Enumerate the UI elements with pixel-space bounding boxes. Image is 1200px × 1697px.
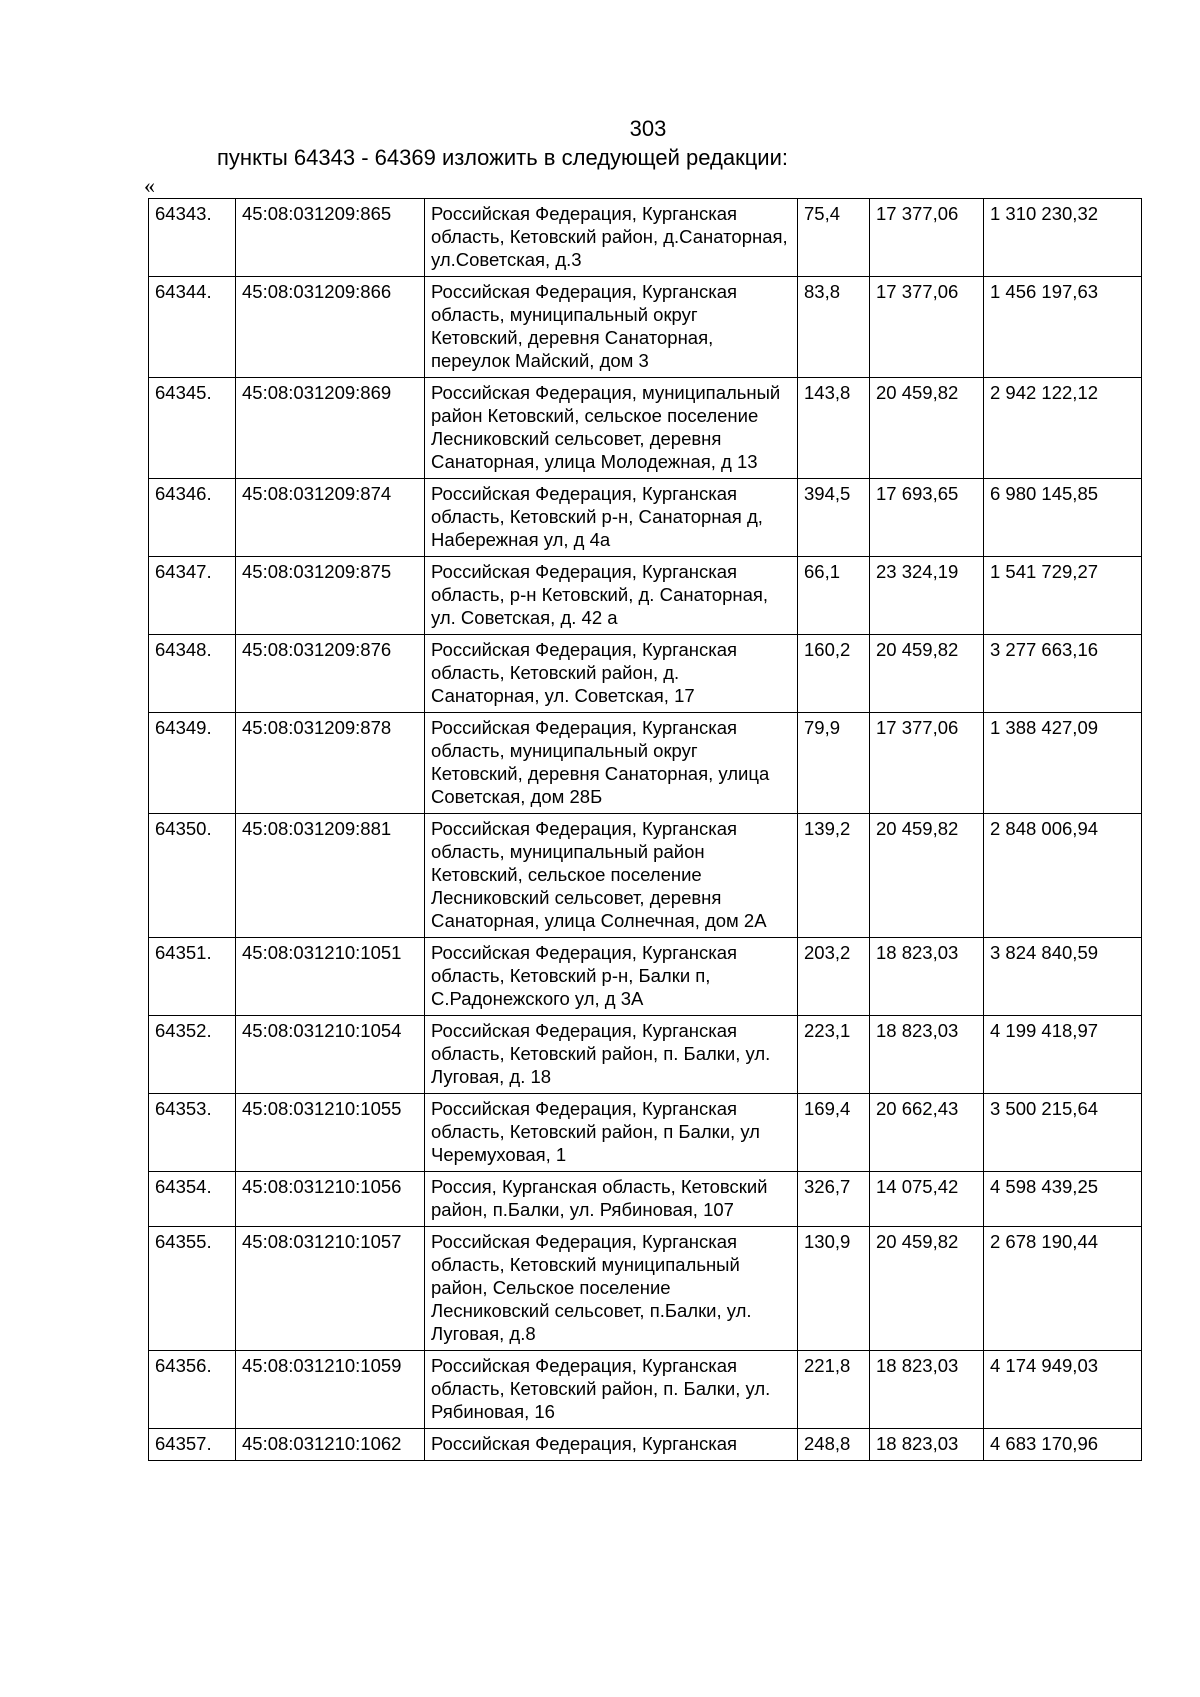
cadastral-number-cell: 45:08:031209:875 <box>236 557 425 635</box>
cadastral-number-cell: 45:08:031210:1051 <box>236 938 425 1016</box>
area-cell: 75,4 <box>798 199 870 277</box>
row-number-cell: 64345. <box>149 378 236 479</box>
table-row <box>149 277 1142 378</box>
cadastral-number-cell: 45:08:031209:876 <box>236 635 425 713</box>
cadastral-value-total-cell: 1 310 230,32 <box>984 199 1142 277</box>
address-cell: Российская Федерация, Курганская <box>425 1429 798 1461</box>
address-cell: Российская Федерация, Курганская область, Кетовский р-н, Балки п, С.Радонежского ул, д 3А <box>425 938 798 1016</box>
address-cell: Российская Федерация, Курганская область, р-н Кетовский, д. Санаторная, ул. Советская, д. 42 а <box>425 557 798 635</box>
cadastral-value-per-unit-cell: 23 324,19 <box>870 557 984 635</box>
address-cell: Российская Федерация, Курганская область, Кетовский район, п. Балки, ул. Луговая, д. 18 <box>425 1016 798 1094</box>
table-row <box>149 199 1142 277</box>
table-row <box>149 1016 1142 1094</box>
address-cell: Российская Федерация, Курганская область, муниципальный район Кетовский, сельское поселение Лесниковский сельсовет, деревня Санаторная, улица Солнечная, дом 2А <box>425 814 798 938</box>
address-cell: Российская Федерация, Курганская область, Кетовский муниципальный район, Сельское поселение Лесниковский сельсовет, п.Балки, ул. Луговая, д.8 <box>425 1227 798 1351</box>
address-cell: Российская Федерация, Курганская область, муниципальный округ Кетовский, деревня Санаторная, переулок Майский, дом 3 <box>425 277 798 378</box>
table-row <box>149 1172 1142 1227</box>
address-cell: Российская Федерация, Курганская область, Кетовский р-н, Санаторная д, Набережная ул, д 4а <box>425 479 798 557</box>
cadastral-value-total-cell: 3 500 215,64 <box>984 1094 1142 1172</box>
cadastral-number-cell: 45:08:031210:1059 <box>236 1351 425 1429</box>
cadastral-number-cell: 45:08:031210:1055 <box>236 1094 425 1172</box>
cadastral-value-per-unit-cell: 20 459,82 <box>870 635 984 713</box>
cadastral-value-total-cell: 1 541 729,27 <box>984 557 1142 635</box>
table-row <box>149 713 1142 814</box>
cadastral-value-per-unit-cell: 20 662,43 <box>870 1094 984 1172</box>
row-number-cell: 64352. <box>149 1016 236 1094</box>
table-row <box>149 1429 1142 1461</box>
page-number: 303 <box>629 116 667 141</box>
area-cell: 130,9 <box>798 1227 870 1351</box>
table-row <box>149 557 1142 635</box>
table-row <box>149 635 1142 713</box>
area-cell: 160,2 <box>798 635 870 713</box>
cadastral-value-per-unit-cell: 18 823,03 <box>870 1016 984 1094</box>
cadastral-number-cell: 45:08:031209:874 <box>236 479 425 557</box>
table-row <box>149 1227 1142 1351</box>
cadastral-number-cell: 45:08:031210:1054 <box>236 1016 425 1094</box>
address-cell: Российская Федерация, Курганская область, Кетовский район, п. Балки, ул. Рябиновая, 16 <box>425 1351 798 1429</box>
cadastral-value-total-cell: 4 598 439,25 <box>984 1172 1142 1227</box>
address-cell: Российская Федерация, Курганская область, муниципальный округ Кетовский, деревня Санаторная, улица Советская, дом 28Б <box>425 713 798 814</box>
cadastral-value-total-cell: 6 980 145,85 <box>984 479 1142 557</box>
cadastral-value-per-unit-cell: 18 823,03 <box>870 938 984 1016</box>
cadastral-number-cell: 45:08:031209:866 <box>236 277 425 378</box>
registry-table <box>148 198 1142 1461</box>
cadastral-value-total-cell: 1 456 197,63 <box>984 277 1142 378</box>
registry-table-body <box>149 199 1142 1461</box>
area-cell: 394,5 <box>798 479 870 557</box>
cadastral-value-per-unit-cell: 14 075,42 <box>870 1172 984 1227</box>
row-number-cell: 64354. <box>149 1172 236 1227</box>
table-row <box>149 479 1142 557</box>
area-cell: 203,2 <box>798 938 870 1016</box>
cadastral-value-total-cell: 2 848 006,94 <box>984 814 1142 938</box>
cadastral-value-per-unit-cell: 17 693,65 <box>870 479 984 557</box>
table-row <box>149 378 1142 479</box>
row-number-cell: 64349. <box>149 713 236 814</box>
cadastral-value-per-unit-cell: 18 823,03 <box>870 1351 984 1429</box>
row-number-cell: 64356. <box>149 1351 236 1429</box>
document-heading: пункты 64343 - 64369 изложить в следующей редакции: <box>217 145 789 170</box>
area-cell: 326,7 <box>798 1172 870 1227</box>
cadastral-value-total-cell: 4 174 949,03 <box>984 1351 1142 1429</box>
row-number-cell: 64355. <box>149 1227 236 1351</box>
row-number-cell: 64348. <box>149 635 236 713</box>
address-cell: Российская Федерация, муниципальный район Кетовский, сельское поселение Лесниковский сельсовет, деревня Санаторная, улица Молодежная, д 13 <box>425 378 798 479</box>
address-cell: Российская Федерация, Курганская область, Кетовский район, д. Санаторная, ул. Советская, 17 <box>425 635 798 713</box>
cadastral-value-per-unit-cell: 20 459,82 <box>870 378 984 479</box>
cadastral-value-per-unit-cell: 18 823,03 <box>870 1429 984 1461</box>
row-number-cell: 64353. <box>149 1094 236 1172</box>
row-number-cell: 64357. <box>149 1429 236 1461</box>
area-cell: 221,8 <box>798 1351 870 1429</box>
row-number-cell: 64350. <box>149 814 236 938</box>
cadastral-value-total-cell: 4 199 418,97 <box>984 1016 1142 1094</box>
area-cell: 223,1 <box>798 1016 870 1094</box>
row-number-cell: 64343. <box>149 199 236 277</box>
cadastral-value-total-cell: 3 277 663,16 <box>984 635 1142 713</box>
cadastral-value-per-unit-cell: 17 377,06 <box>870 713 984 814</box>
table-row <box>149 1094 1142 1172</box>
address-cell: Российская Федерация, Курганская область, Кетовский район, д.Санаторная, ул.Советская, д.3 <box>425 199 798 277</box>
cadastral-value-per-unit-cell: 20 459,82 <box>870 814 984 938</box>
cadastral-value-total-cell: 2 942 122,12 <box>984 378 1142 479</box>
cadastral-number-cell: 45:08:031209:878 <box>236 713 425 814</box>
address-cell: Российская Федерация, Курганская область, Кетовский район, п Балки, ул Черемуховая, 1 <box>425 1094 798 1172</box>
cadastral-number-cell: 45:08:031209:881 <box>236 814 425 938</box>
cadastral-number-cell: 45:08:031209:865 <box>236 199 425 277</box>
cadastral-value-total-cell: 2 678 190,44 <box>984 1227 1142 1351</box>
row-number-cell: 64344. <box>149 277 236 378</box>
cadastral-value-total-cell: 4 683 170,96 <box>984 1429 1142 1461</box>
cadastral-value-per-unit-cell: 17 377,06 <box>870 277 984 378</box>
address-cell: Россия, Курганская область, Кетовский район, п.Балки, ул. Рябиновая, 107 <box>425 1172 798 1227</box>
table-row <box>149 938 1142 1016</box>
area-cell: 169,4 <box>798 1094 870 1172</box>
cadastral-value-per-unit-cell: 20 459,82 <box>870 1227 984 1351</box>
table-row <box>149 1351 1142 1429</box>
area-cell: 139,2 <box>798 814 870 938</box>
area-cell: 79,9 <box>798 713 870 814</box>
cadastral-number-cell: 45:08:031210:1057 <box>236 1227 425 1351</box>
opening-quote: « <box>144 173 155 198</box>
row-number-cell: 64347. <box>149 557 236 635</box>
cadastral-value-per-unit-cell: 17 377,06 <box>870 199 984 277</box>
cadastral-number-cell: 45:08:031210:1062 <box>236 1429 425 1461</box>
table-row <box>149 814 1142 938</box>
cadastral-number-cell: 45:08:031209:869 <box>236 378 425 479</box>
row-number-cell: 64346. <box>149 479 236 557</box>
area-cell: 66,1 <box>798 557 870 635</box>
area-cell: 83,8 <box>798 277 870 378</box>
row-number-cell: 64351. <box>149 938 236 1016</box>
cadastral-value-total-cell: 3 824 840,59 <box>984 938 1142 1016</box>
area-cell: 143,8 <box>798 378 870 479</box>
cadastral-number-cell: 45:08:031210:1056 <box>236 1172 425 1227</box>
area-cell: 248,8 <box>798 1429 870 1461</box>
cadastral-value-total-cell: 1 388 427,09 <box>984 713 1142 814</box>
